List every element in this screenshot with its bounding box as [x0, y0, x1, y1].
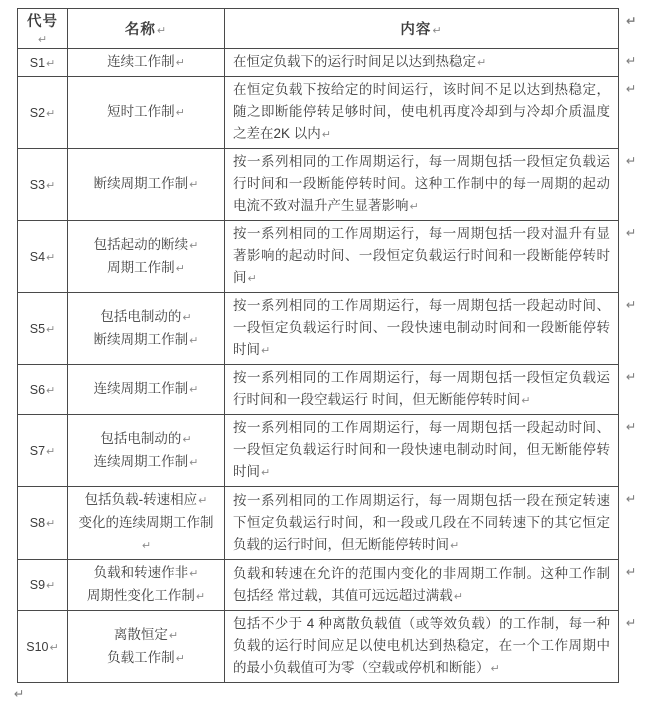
name-text: 包括电制动的: [100, 308, 182, 324]
name-line: [74, 512, 218, 557]
code-text: S2: [29, 105, 46, 120]
name-line: [74, 51, 218, 74]
name-text: 负载工作制: [107, 649, 175, 665]
row-end-mark-icon: ↵: [626, 225, 637, 240]
row-end-mark-icon: ↵: [626, 615, 637, 630]
paragraph-mark-icon: ↵: [198, 495, 208, 507]
paragraph-mark-icon: ↵: [46, 384, 56, 397]
name-text: 变化的连续周期工作制: [78, 515, 214, 530]
name-line: [74, 234, 218, 257]
name-text: 断续周期工作制: [93, 331, 189, 347]
name-line: [74, 562, 218, 585]
code-text: S10: [26, 639, 49, 654]
paragraph-mark-icon: ↵: [477, 57, 487, 69]
content-cell: [225, 293, 619, 365]
code-cell: [18, 560, 68, 611]
paragraph-mark-icon: ↵: [141, 540, 152, 552]
content-text: 包括不少于 4 种离散负载值（或等效负载）的工作制，每一种负载的运行时间应足以使电机达到热稳定，在一个工作周期中的最小负载值可为零（空载或停机和断能）: [233, 616, 610, 675]
name-text: 负载和转速作非: [93, 565, 189, 580]
name-line: [74, 329, 218, 352]
content-cell: [225, 415, 619, 487]
code-cell: [18, 221, 68, 293]
content-text: 在恒定负载下的运行时间足以达到热稳定: [233, 54, 476, 69]
name-line: [74, 585, 218, 608]
paragraph-mark-icon: ↵: [175, 107, 185, 119]
table-row: [18, 611, 645, 683]
row-end-mark-cell: [619, 149, 645, 221]
end-paragraph-mark: [14, 686, 650, 701]
code-text: S1: [29, 55, 46, 70]
name-cell: [68, 415, 225, 487]
name-text: 包括负载-转速相应: [84, 492, 198, 507]
name-cell: [68, 365, 225, 415]
table-row: [18, 221, 645, 293]
table-row: [18, 293, 645, 365]
name-line: [74, 647, 218, 670]
row-end-mark-icon: ↵: [626, 419, 637, 434]
name-line: [74, 489, 218, 512]
content-text: 按一系列相同的工作周期运行，每一周期包括一段对温升有显著影响的起动时间、一段恒定负载运行时间和一段断能停转时间: [233, 226, 610, 285]
header-cell-content: [225, 9, 619, 49]
row-end-mark-icon: ↵: [626, 13, 637, 28]
table-row: [18, 49, 645, 77]
paragraph-mark-icon: ↵: [46, 57, 56, 70]
header-row: [18, 9, 645, 49]
name-line: [74, 306, 218, 329]
row-end-mark-cell: [619, 365, 645, 415]
paragraph-mark-icon: ↵: [46, 251, 56, 264]
name-cell: [68, 487, 225, 560]
table-row: [18, 487, 645, 560]
row-end-mark-icon: ↵: [626, 153, 637, 168]
paragraph-mark-icon: ↵: [450, 539, 460, 552]
code-cell: [18, 487, 68, 560]
name-text: 离散恒定: [113, 626, 168, 642]
paragraph-mark-icon: ↵: [321, 129, 331, 141]
name-text: 断续周期工作制: [93, 176, 189, 191]
row-end-mark-icon: ↵: [626, 81, 637, 96]
paragraph-mark-icon: ↵: [195, 591, 206, 603]
paragraph-mark-icon: ↵: [409, 201, 419, 213]
paragraph-mark-icon: ↵: [189, 179, 199, 191]
row-end-mark-icon: ↵: [626, 369, 637, 384]
row-end-mark-icon: ↵: [626, 297, 637, 312]
content-cell: [225, 149, 619, 221]
paragraph-mark-icon: ↵: [247, 273, 257, 285]
code-cell: [18, 611, 68, 683]
paragraph-mark-icon: ↵: [46, 445, 56, 458]
row-end-mark-cell: [619, 560, 645, 611]
paragraph-mark-icon: ↵: [189, 568, 199, 580]
paragraph-mark-icon: ↵: [168, 629, 179, 642]
header-cell-name: [68, 9, 225, 49]
name-text: 连续工作制: [107, 54, 175, 69]
paragraph-mark-icon: ↵: [189, 384, 199, 396]
content-cell: [225, 49, 619, 77]
paragraph-mark-icon: ↵: [46, 179, 56, 192]
row-end-mark-cell: [619, 9, 645, 49]
row-end-mark-cell: [619, 415, 645, 487]
name-line: [74, 378, 218, 401]
content-text: 按一系列相同的工作周期运行，每一周期包括一段恒定负载运行时间和一段空载运行 时间，但无断能停转时间: [233, 370, 610, 407]
name-line: [74, 451, 218, 474]
code-text: S3: [29, 177, 46, 192]
content-text: 按一系列相同的工作周期运行，每一周期包括一段起动时间、一段恒定负载运行时间和一段快速电制动时间，但无断能停转时间: [233, 420, 610, 479]
code-cell: [18, 149, 68, 221]
paragraph-mark-icon: ↵: [175, 57, 185, 69]
paragraph-mark-icon: ↵: [37, 34, 49, 46]
name-text: 包括起动的断续: [93, 236, 189, 252]
name-text: 包括电制动的: [100, 430, 182, 446]
row-end-mark-icon: ↵: [626, 491, 637, 506]
name-cell: [68, 611, 225, 683]
name-line: [74, 101, 218, 124]
paragraph-mark-icon: ↵: [14, 687, 25, 701]
paragraph-mark-icon: ↵: [189, 456, 199, 469]
content-cell: [225, 365, 619, 415]
paragraph-mark-icon: ↵: [432, 25, 443, 37]
name-cell: [68, 149, 225, 221]
paragraph-mark-icon: ↵: [46, 107, 56, 120]
row-end-mark-cell: [619, 49, 645, 77]
name-text: 连续周期工作制: [93, 381, 189, 396]
header-cell-code: [18, 9, 68, 49]
code-cell: [18, 415, 68, 487]
table-body: [18, 49, 645, 683]
content-cell: [225, 560, 619, 611]
name-line: [74, 428, 218, 451]
content-cell: [225, 611, 619, 683]
name-cell: [68, 49, 225, 77]
paragraph-mark-icon: ↵: [175, 652, 185, 665]
paragraph-mark-icon: ↵: [182, 311, 192, 324]
paragraph-mark-icon: ↵: [261, 467, 271, 479]
name-line: [74, 173, 218, 196]
content-text: 负载和转速在允许的范围内变化的非周期工作制。这种工作制包括经 常过载，其值可远远超过满载: [233, 565, 610, 603]
table-row: [18, 415, 645, 487]
row-end-mark-cell: [619, 221, 645, 293]
content-text: 按一系列相同的工作周期运行，每一周期包括一段恒定负载运行时间和一段断能停转时间。这种工作制中的每一周期的起动电流不致对温升产生显著影响: [233, 154, 610, 213]
code-text: S4: [29, 249, 46, 264]
code-cell: [18, 365, 68, 415]
table-row: [18, 149, 645, 221]
code-text: S5: [29, 321, 46, 336]
code-text: S8: [29, 516, 46, 530]
content-text: 在恒定负载下按给定的时间运行，该时间不足以达到热稳定，随之即断能停转足够时间，使电机再度冷却到与冷却介质温度之差在2K 以内: [233, 82, 610, 141]
header-name-label: 名称: [124, 22, 156, 38]
code-cell: [18, 77, 68, 149]
paragraph-mark-icon: ↵: [490, 663, 500, 675]
row-end-mark-cell: [619, 487, 645, 560]
paragraph-mark-icon: ↵: [156, 25, 168, 37]
code-text: S7: [29, 443, 46, 458]
name-cell: [68, 221, 225, 293]
row-end-mark-cell: [619, 293, 645, 365]
name-text: 周期性变化工作制: [86, 588, 195, 603]
header-code-label: 代号: [27, 14, 58, 30]
name-text: 短时工作制: [107, 104, 175, 119]
name-text: 周期工作制: [107, 259, 175, 275]
content-cell: [225, 77, 619, 149]
paragraph-mark-icon: ↵: [521, 395, 531, 407]
paragraph-mark-icon: ↵: [182, 433, 192, 446]
code-text: S6: [29, 382, 46, 397]
table-row: [18, 560, 645, 611]
row-end-mark-cell: [619, 611, 645, 683]
table-row: [18, 365, 645, 415]
content-cell: [225, 221, 619, 293]
row-end-mark-icon: ↵: [626, 564, 637, 579]
content-cell: [225, 487, 619, 560]
row-end-mark-cell: [619, 77, 645, 149]
paragraph-mark-icon: ↵: [49, 641, 59, 654]
name-line: [74, 257, 218, 280]
name-cell: [68, 560, 225, 611]
paragraph-mark-icon: ↵: [189, 239, 199, 252]
code-cell: [18, 293, 68, 365]
paragraph-mark-icon: ↵: [46, 518, 56, 530]
code-cell: [18, 49, 68, 77]
name-text: 连续周期工作制: [93, 453, 189, 469]
paragraph-mark-icon: ↵: [189, 334, 199, 347]
paragraph-mark-icon: ↵: [175, 262, 185, 275]
content-text: 按一系列相同的工作周期运行，每一周期包括一段起动时间、一段恒定负载运行时间、一段快速电制动时间和一段断能停转时间: [233, 298, 610, 357]
paragraph-mark-icon: ↵: [46, 323, 56, 336]
paragraph-mark-icon: ↵: [261, 345, 271, 357]
paragraph-mark-icon: ↵: [46, 580, 56, 592]
code-text: S9: [29, 578, 46, 592]
paragraph-mark-icon: ↵: [453, 590, 463, 603]
duty-type-table: [17, 8, 645, 683]
name-cell: [68, 77, 225, 149]
row-end-mark-icon: ↵: [626, 53, 637, 68]
content-text: 按一系列相同的工作周期运行，每一周期包括一段在预定转速下恒定负载运行时间，和一段或几段在不同转速下的其它恒定负载的运行时间，但无断能停转时间: [233, 492, 610, 552]
header-content-label: 内容: [400, 22, 432, 38]
table-row: [18, 77, 645, 149]
name-cell: [68, 293, 225, 365]
name-line: [74, 624, 218, 647]
